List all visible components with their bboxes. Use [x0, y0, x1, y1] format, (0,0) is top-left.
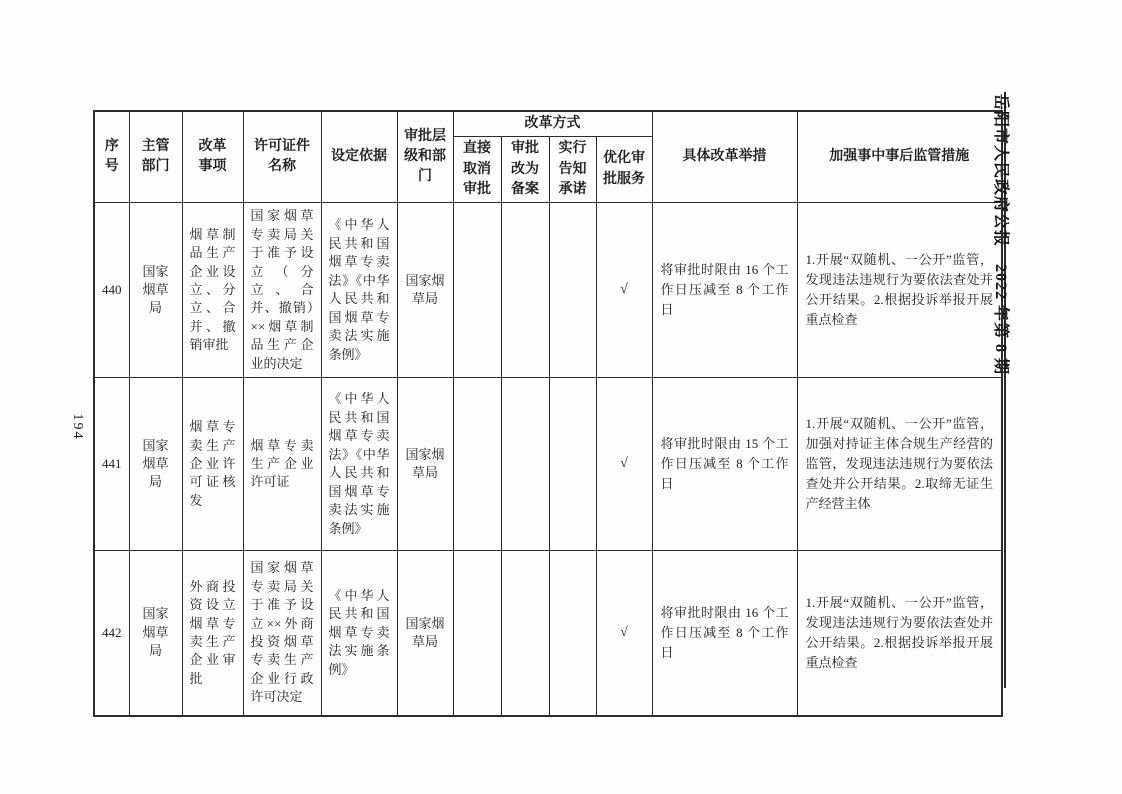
cell-legal-basis: 《中华人民共和国烟草专卖法》《中华人民共和国烟草专卖法实施条例》 — [321, 378, 397, 551]
cell-reform-item: 外商投资设立烟草专卖生产企业审批 — [182, 551, 243, 716]
header-measures: 具体改革举措 — [652, 111, 797, 203]
cell-legal-basis: 《中华人民共和国烟草专卖法》《中华人民共和国烟草专卖法实施条例》 — [321, 203, 397, 378]
header-reform-item: 改革事项 — [182, 111, 243, 203]
header-optimize-service: 优化审批服务 — [596, 137, 652, 203]
cell-commitment — [549, 551, 596, 716]
cell-serial: 441 — [94, 378, 129, 551]
cell-measures: 将审批时限由 15 个工作日压减至 8 个工作日 — [652, 378, 797, 551]
header-reform-method-group: 改革方式 — [453, 111, 652, 137]
gazette-title-sidebar: 岳阳市人民政府公报 2022 年第 8 期 — [992, 94, 1009, 376]
header-row-group — [94, 111, 1002, 137]
cell-approval-level: 国家烟草局 — [397, 551, 453, 716]
cell-department: 国家烟草局 — [129, 203, 182, 378]
cell-license-name: 国家烟草专卖局关于准予设立（分立、合并、撤销）××烟草制品生产企业的决定 — [243, 203, 321, 378]
header-supervision: 加强事中事后监管措施 — [797, 111, 1002, 203]
cell-cancel — [453, 551, 501, 716]
cell-approval-level: 国家烟草局 — [397, 203, 453, 378]
table-row-440 — [94, 203, 1002, 378]
cell-filing — [501, 378, 549, 551]
header-approval-level: 审批层级和部门 — [397, 111, 453, 203]
cell-serial: 442 — [94, 551, 129, 716]
cell-license-name: 国家烟草专卖局关于准予设立××外商投资烟草专卖生产企业行政许可决定 — [243, 551, 321, 716]
cell-optimize-checkmark: √ — [596, 551, 652, 716]
approval-reform-table — [93, 110, 1003, 717]
cell-department: 国家烟草局 — [129, 551, 182, 716]
cell-supervision: 1.开展“双随机、一公开”监管，加强对持证主体合规生产经营的监管，发现违法违规行为要依法查处并公开结果。2.取缔无证生产经营主体 — [797, 378, 1002, 551]
cell-commitment — [549, 378, 596, 551]
header-notification-commitment: 实行告知承诺 — [549, 137, 596, 203]
cell-supervision: 1.开展“双随机、一公开”监管，发现违法违规行为要依法查处并公开结果。2.根据投诉举报开展重点检查 — [797, 203, 1002, 378]
cell-measures: 将审批时限由 16 个工作日压减至 8 个工作日 — [652, 551, 797, 716]
cell-license-name: 烟草专卖生产企业许可证 — [243, 378, 321, 551]
header-legal-basis: 设定依据 — [321, 111, 397, 203]
cell-cancel — [453, 378, 501, 551]
cell-cancel — [453, 203, 501, 378]
header-department: 主管部门 — [129, 111, 182, 203]
header-change-to-filing: 审批改为备案 — [501, 137, 549, 203]
cell-approval-level: 国家烟草局 — [397, 378, 453, 551]
cell-optimize-checkmark: √ — [596, 378, 652, 551]
cell-optimize-checkmark: √ — [596, 203, 652, 378]
cell-reform-item: 烟草制品生产企业设立、分立、合并、撤销审批 — [182, 203, 243, 378]
header-license-name: 许可证件名称 — [243, 111, 321, 203]
cell-department: 国家烟草局 — [129, 378, 182, 551]
cell-reform-item: 烟草专卖生产企业许可证核发 — [182, 378, 243, 551]
header-cancel-approval: 直接取消审批 — [453, 137, 501, 203]
cell-serial: 440 — [94, 203, 129, 378]
cell-supervision: 1.开展“双随机、一公开”监管，发现违法违规行为要依法查处并公开结果。2.根据投诉举报开展重点检查 — [797, 551, 1002, 716]
cell-measures: 将审批时限由 16 个工作日压减至 8 个工作日 — [652, 203, 797, 378]
table-row-442 — [94, 551, 1002, 716]
cell-filing — [501, 551, 549, 716]
cell-filing — [501, 203, 549, 378]
cell-commitment — [549, 203, 596, 378]
cell-legal-basis: 《中华人民共和国烟草专卖法实施条例》 — [321, 551, 397, 716]
header-serial: 序号 — [94, 111, 129, 203]
table-row-441 — [94, 378, 1002, 551]
page-number: 194 — [70, 413, 85, 441]
